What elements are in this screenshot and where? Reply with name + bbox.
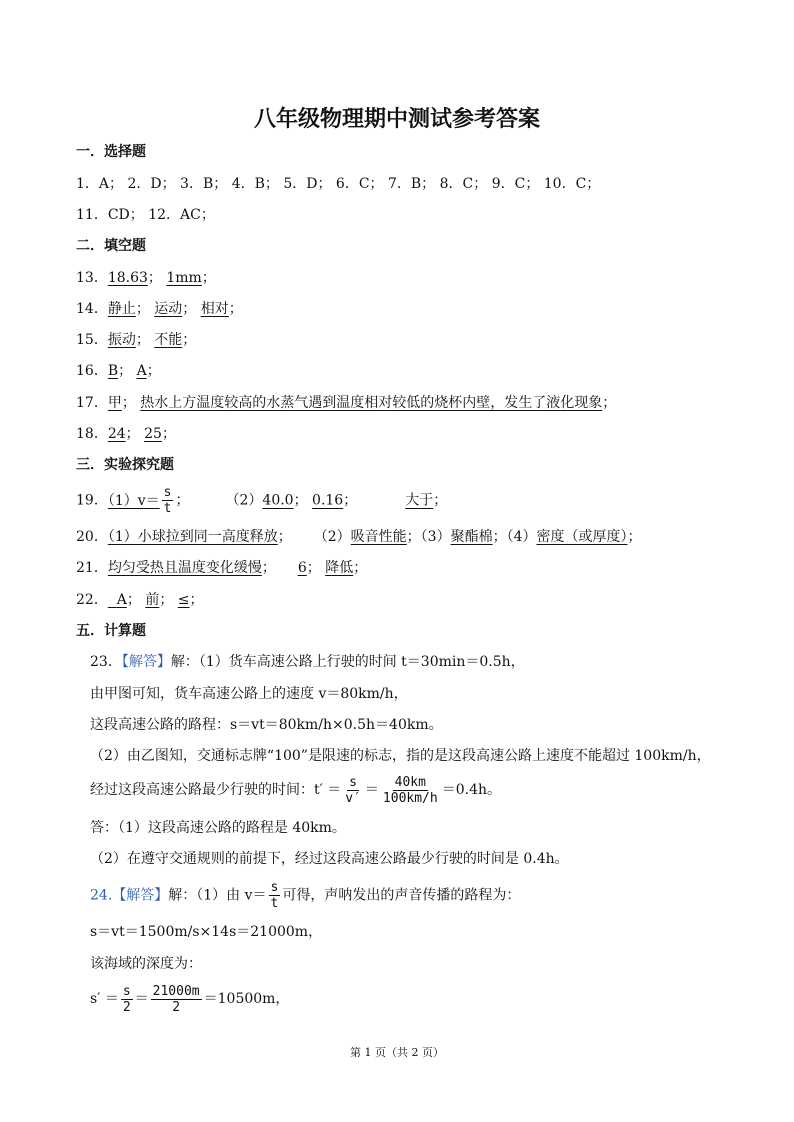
page-footer: 第 1 页（共 2 页） (350, 1046, 444, 1059)
part-label: （3） (420, 529, 451, 545)
answer-blank: 甲 (107, 395, 122, 411)
section-heading-experiment: 三．实验探究题 (76, 457, 174, 473)
question-number: 22． (76, 592, 108, 608)
answer-q21: 21．均匀受热且温度变化缓慢； 6； 降低； (76, 560, 368, 576)
answer-blank: 前 (145, 592, 160, 608)
solution-tag: 【解答】 (121, 654, 171, 670)
question-number: 20． (76, 529, 108, 545)
solution-tag: 【解答】 (112, 887, 169, 904)
answer-blank: ≤ (177, 592, 190, 608)
section-heading-calculation: 五．计算题 (76, 623, 146, 639)
answer-blank: （1）v＝ $\frac{s}{t}$ (107, 485, 172, 516)
question-number: 19． (76, 492, 108, 509)
answer-q20: 20．（1）小球拉到同一高度释放； （2）吸音性能；（3）聚酯棉；（4）密度（或厚度）； (76, 529, 642, 545)
mc-answers-line2: 11．CD； 12．AC； (76, 207, 215, 223)
answer-blank: 吸音性能 (350, 529, 407, 545)
section-heading-fill: 二．填空题 (76, 238, 146, 254)
answer-blank: 0.16 (312, 492, 344, 509)
answer-blank: B (107, 363, 119, 379)
q23-line6: 答：（1）这段高速公路的路程是 40km。 (90, 820, 346, 836)
answer-blank: 6 (297, 560, 307, 576)
answer-blank: 相对 (200, 301, 229, 317)
answer-q19: 19．（1）v＝ $\frac{s}{t}$ ； （2）40.0； 0.16； 大于； (76, 485, 448, 516)
answer-blank: 均匀受热且温度变化缓慢 (107, 560, 262, 576)
mc-answers-line1: 1．A； 2．D； 3．B； 4．B； 5．D； 6．C； 7．B； 8．C； 9．C； 10．C； (76, 176, 601, 192)
question-number: 16． (76, 363, 108, 379)
fraction-s-over-v: $\frac{s}{v'}$ (345, 774, 361, 806)
q24-line3: 该海域的深度为： (90, 956, 202, 972)
answer-q22: 22． A； 前； ≤； (76, 592, 204, 608)
answer-q15: 15．振动； 不能； (76, 332, 197, 348)
answer-blank: 振动 (107, 332, 136, 348)
q23-line7: （2）在遵守交通规则的前提下，经过这段高速公路最少行驶的时间是 0.4h。 (90, 851, 569, 867)
answer-blank: 24 (107, 426, 126, 442)
part-label: （4） (506, 529, 537, 545)
question-number: 23． (90, 654, 122, 670)
fraction-s-over-t: $\frac{s}{t}$ (163, 485, 172, 516)
part-label: （2） (225, 492, 263, 509)
question-number: 15． (76, 332, 108, 348)
answer-blank: （1）小球拉到同一高度释放 (107, 529, 278, 545)
q23-line1: 23．【解答】解：（1）货车高速公路上行驶的时间 t＝30min＝0.5h， (90, 654, 525, 670)
question-number: 21． (76, 560, 108, 576)
q24-line4: s′ ＝ $\frac{s}{2}$ ＝ $\frac{21000m}{2}$ ＝10500m， (90, 983, 290, 1015)
answer-q13: 13．18.63； 1mm； (76, 270, 216, 286)
answer-q17: 17．甲； 热水上方温度较高的水蒸气遇到温度相对较低的烧杯内壁，发生了液化现象； (76, 395, 617, 411)
answer-blank: A (136, 363, 147, 379)
q23-line3: 这段高速公路的路程：s＝vt＝80km/h×0.5h＝40km。 (90, 717, 443, 733)
answer-q18: 18．24； 25； (76, 426, 176, 442)
answer-blank: 大于 (405, 492, 434, 509)
question-number: 17． (76, 395, 108, 411)
part-label: （2） (313, 529, 351, 545)
answer-blank: 热水上方温度较高的水蒸气遇到温度相对较低的烧杯内壁，发生了液化现象 (140, 395, 603, 411)
answer-blank: 运动 (154, 301, 183, 317)
question-number: 18． (76, 426, 108, 442)
answer-blank: 降低 (325, 560, 354, 576)
fraction-s-over-t: $\frac{s}{t}$ (270, 880, 279, 911)
answer-blank: 静止 (107, 301, 136, 317)
section-heading-choice: 一．选择题 (76, 144, 146, 160)
answer-blank: 密度（或厚度） (536, 529, 628, 545)
answer-blank: 1mm (166, 270, 202, 286)
question-number: 14． (76, 301, 108, 317)
answer-blank: 18.63 (107, 270, 148, 286)
answer-blank: A (116, 592, 127, 608)
answer-blank: 25 (144, 426, 162, 442)
fraction-21000m-over-2: $\frac{21000m}{2}$ (152, 983, 200, 1015)
answer-blank: 聚酯棉 (450, 529, 493, 545)
answer-q16: 16．B； A； (76, 363, 161, 379)
answer-blank: 不能 (154, 332, 183, 348)
fraction-40km-over-100kmh: $\frac{40km}{100km/h}$ (382, 774, 438, 806)
q24-line2: s＝vt＝1500m/s×14s＝21000m， (90, 924, 323, 940)
answer-blank: 40.0 (262, 492, 294, 509)
page-title: 八年级物理期中测试参考答案 (253, 107, 540, 132)
q23-line2: 由甲图可知，货车高速公路上的速度 v＝80km/h， (90, 686, 408, 702)
q24-line1: 24.【解答】解：（1）由 v＝ $\frac{s}{t}$ 可得，声呐发出的声音传播的路程为： (90, 880, 521, 911)
question-number: 13． (76, 270, 108, 286)
question-number: 24. (90, 887, 113, 904)
q23-line4: （2）由乙图知，交通标志牌“100”是限速的标志，指的是这段高速公路上速度不能超过 100km/h， (90, 748, 711, 764)
answer-q14: 14．静止； 运动； 相对； (76, 301, 243, 317)
q23-line5: 经过这段高速公路最少行驶的时间：t′ ＝ $\frac{s}{v'}$ ＝ $\frac{40km}{100km/h}$ ＝0.4h。 (90, 774, 501, 806)
fraction-s-over-2: $\frac{s}{2}$ (122, 983, 131, 1015)
